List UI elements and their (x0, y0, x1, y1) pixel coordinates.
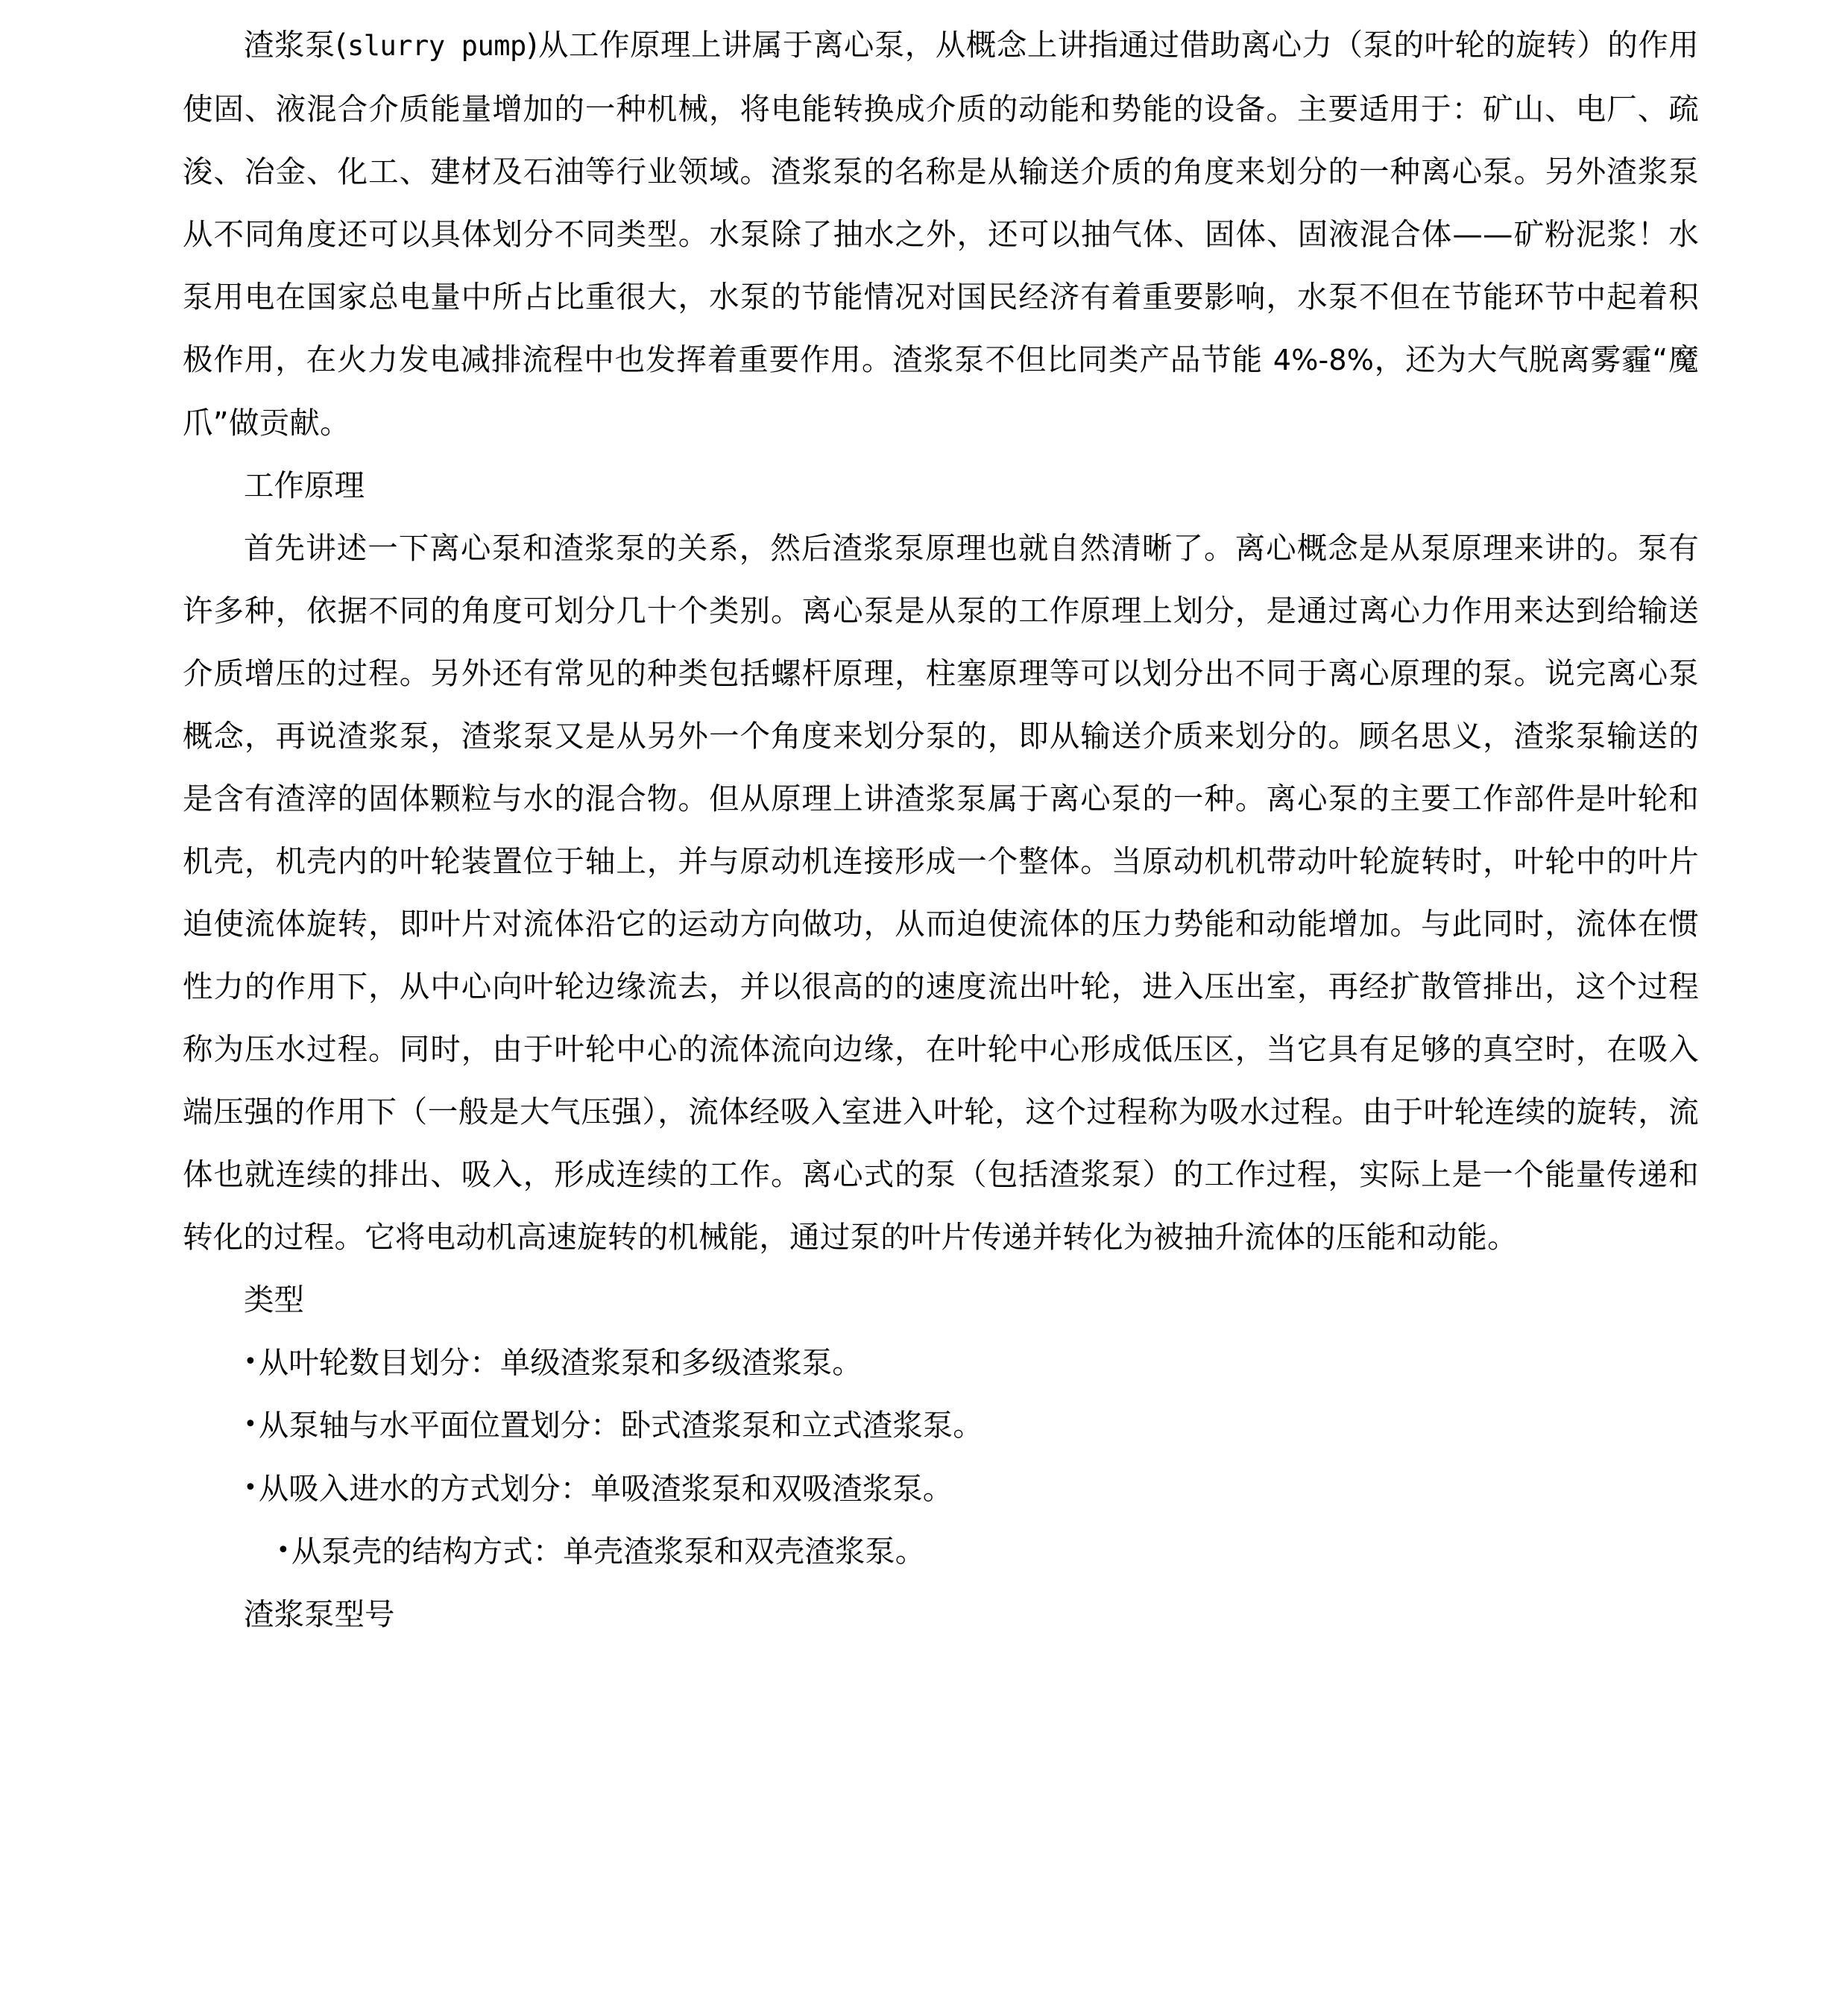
working-principle-paragraph: 首先讲述一下离心泵和渣浆泵的关系，然后渣浆泵原理也就自然清晰了。离心概念是从泵原理来讲的。泵有许多种，依据不同的角度可划分几十个类别。离心泵是从泵的工作原理上划分，是通过离心力作用来达到给输送介质增压的过程。另外还有常见的种类包括螺杆原理，柱塞原理等可以划分出不同于离心原理的泵。说完离心泵概念，再说渣浆泵，渣浆泵又是从另外一个角度来划分泵的，即从输送介质来划分的。顾名思义，渣浆泵输送的是含有渣滓的固体颗粒与水的混合物。但从原理上讲渣浆泵属于离心泵的一种。离心泵的主要工作部件是叶轮和机壳，机壳内的叶轮装置位于轴上，并与原动机连接形成一个整体。当原动机机带动叶轮旋转时，叶轮中的叶片迫使流体旋转，即叶片对流体沿它的运动方向做功，从而迫使流体的压力势能和动能增加。与此同时，流体在惯性力的作用下，从中心向叶轮边缘流去，并以很高的的速度流出叶轮，进入压出室，再经扩散管排出，这个过程称为压水过程。同时，由于叶轮中心的流体流向边缘，在叶轮中心形成低压区，当它具有足够的真空时，在吸入端压强的作用下（一般是大气压强），流体经吸入室进入叶轮，这个过程称为吸水过程。由于叶轮连续的旋转，流体也就连续的排出、吸入，形成连续的工作。离心式的泵（包括渣浆泵）的工作过程，实际上是一个能量传递和转化的过程。它将电动机高速旋转的机械能，通过泵的叶片传递并转化为被抽升流体的压能和动能。 (183, 530, 1699, 1255)
bullet-dot-icon: • (244, 1411, 257, 1438)
intro-text-tail: ，还为大气脱离雾霾“魔爪”做贡献。 (183, 341, 1699, 441)
bullet-dot-icon: • (277, 1537, 290, 1564)
energy-saving-percentage: 4%-8% (1273, 344, 1375, 377)
list-item-label: 从吸入进水的方式划分：单吸渣浆泵和双吸渣浆泵。 (258, 1470, 953, 1507)
bullet-dot-icon: • (244, 1474, 257, 1501)
list-item-label: 从叶轮数目划分：单级渣浆泵和多级渣浆泵。 (258, 1344, 862, 1381)
intro-text-lead: 渣浆泵( (244, 27, 347, 63)
intro-text-main: )从工作原理上讲属于离心泵，从概念上讲指通过借助离心力（泵的叶轮的旋转）的作用使固、液混合介质能量增加的一种机械，将电能转换成介质的动能和势能的设备。主要适用于：矿山、电厂、疏浚、冶金、化工、建材及石油等行业领域。渣浆泵的名称是从输送介质的角度来划分的一种离心泵。另外渣浆泵从不同角度还可以具体划分不同类型。水泵除了抽水之外，还可以抽气体、固体、固液混合体——矿粉泥浆！水泵用电在国家总电量中所占比重很大，水泵的节能情况对国民经济有着重要影响，水泵不但在节能环节中起着积极作用，在火力发电减排流程中也发挥着重要作用。渣浆泵不但比同类产品节能 (183, 27, 1699, 377)
list-item (183, 1457, 1699, 1519)
heading-working-principle: 工作原理 (244, 467, 365, 503)
list-item (183, 1331, 1699, 1393)
intro-paragraph (183, 13, 1699, 454)
heading-types: 类型 (244, 1282, 304, 1317)
slurry-pump-latin-term: slurry pump (347, 30, 526, 62)
list-item (183, 1519, 1699, 1582)
heading-pump-model: 渣浆泵型号 (244, 1596, 395, 1632)
list-item-label: 从泵轴与水平面位置划分：卧式渣浆泵和立式渣浆泵。 (258, 1407, 983, 1443)
list-item-label: 从泵壳的结构方式：单壳渣浆泵和双壳渣浆泵。 (291, 1533, 926, 1569)
bullet-dot-icon: • (244, 1349, 257, 1375)
list-item (183, 1393, 1699, 1456)
